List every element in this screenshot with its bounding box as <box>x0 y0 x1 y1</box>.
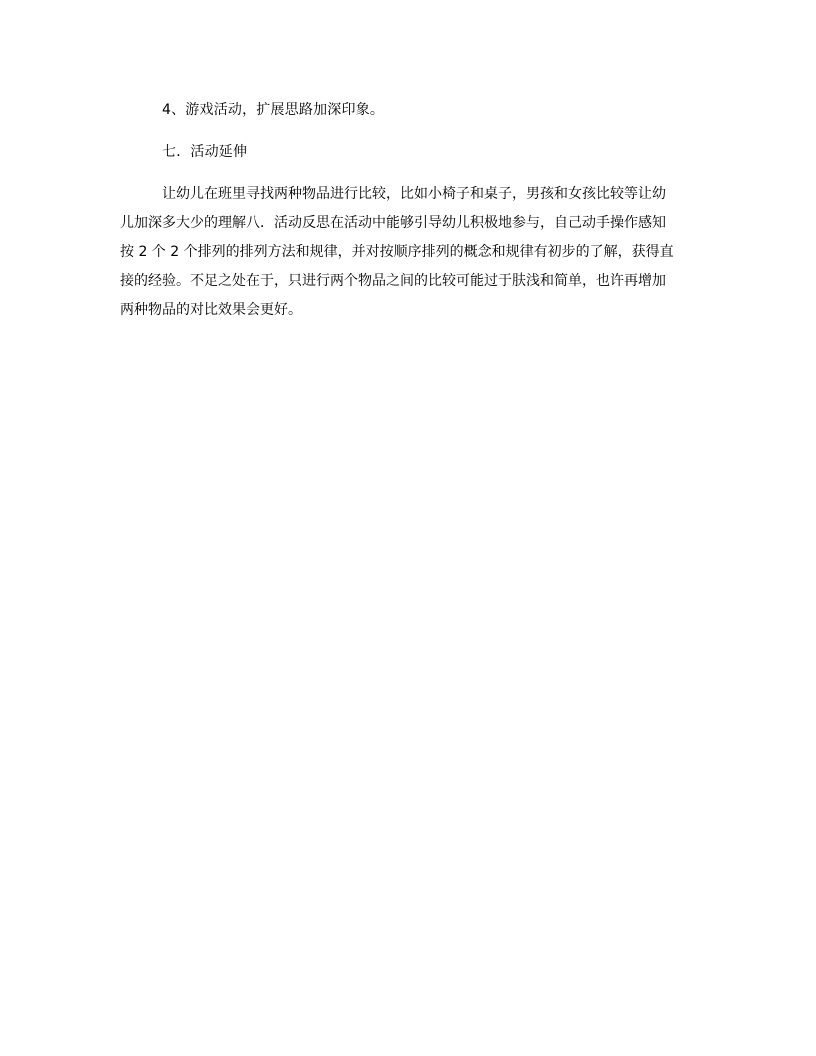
paragraph-line: 让幼儿在班里寻找两种物品进行比较，比如小椅子和桌子，男孩和女孩比较等让幼 <box>162 186 666 202</box>
document-content <box>120 96 696 325</box>
paragraph-line: 接的经验。不足之处在于，只进行两个物品之间的比较可能过于肤浅和简单，也许再增加 <box>120 273 666 289</box>
body-paragraph <box>120 180 696 325</box>
list-item-game-activity: 4、游戏活动，扩展思路加深印象。 <box>162 102 385 118</box>
paragraph-line: 按 2 个 2 个排列的排列方法和规律，并对按顺序排列的概念和规律有初步的了解，获得直 <box>120 244 674 260</box>
paragraph-line: 两种物品的对比效果会更好。 <box>120 302 302 318</box>
section-heading-activity-extension: 七．活动延伸 <box>162 144 248 160</box>
paragraph-line: 儿加深多大少的理解八．活动反思在活动中能够引导幼儿积极地参与，自己动手操作感知 <box>120 215 666 231</box>
